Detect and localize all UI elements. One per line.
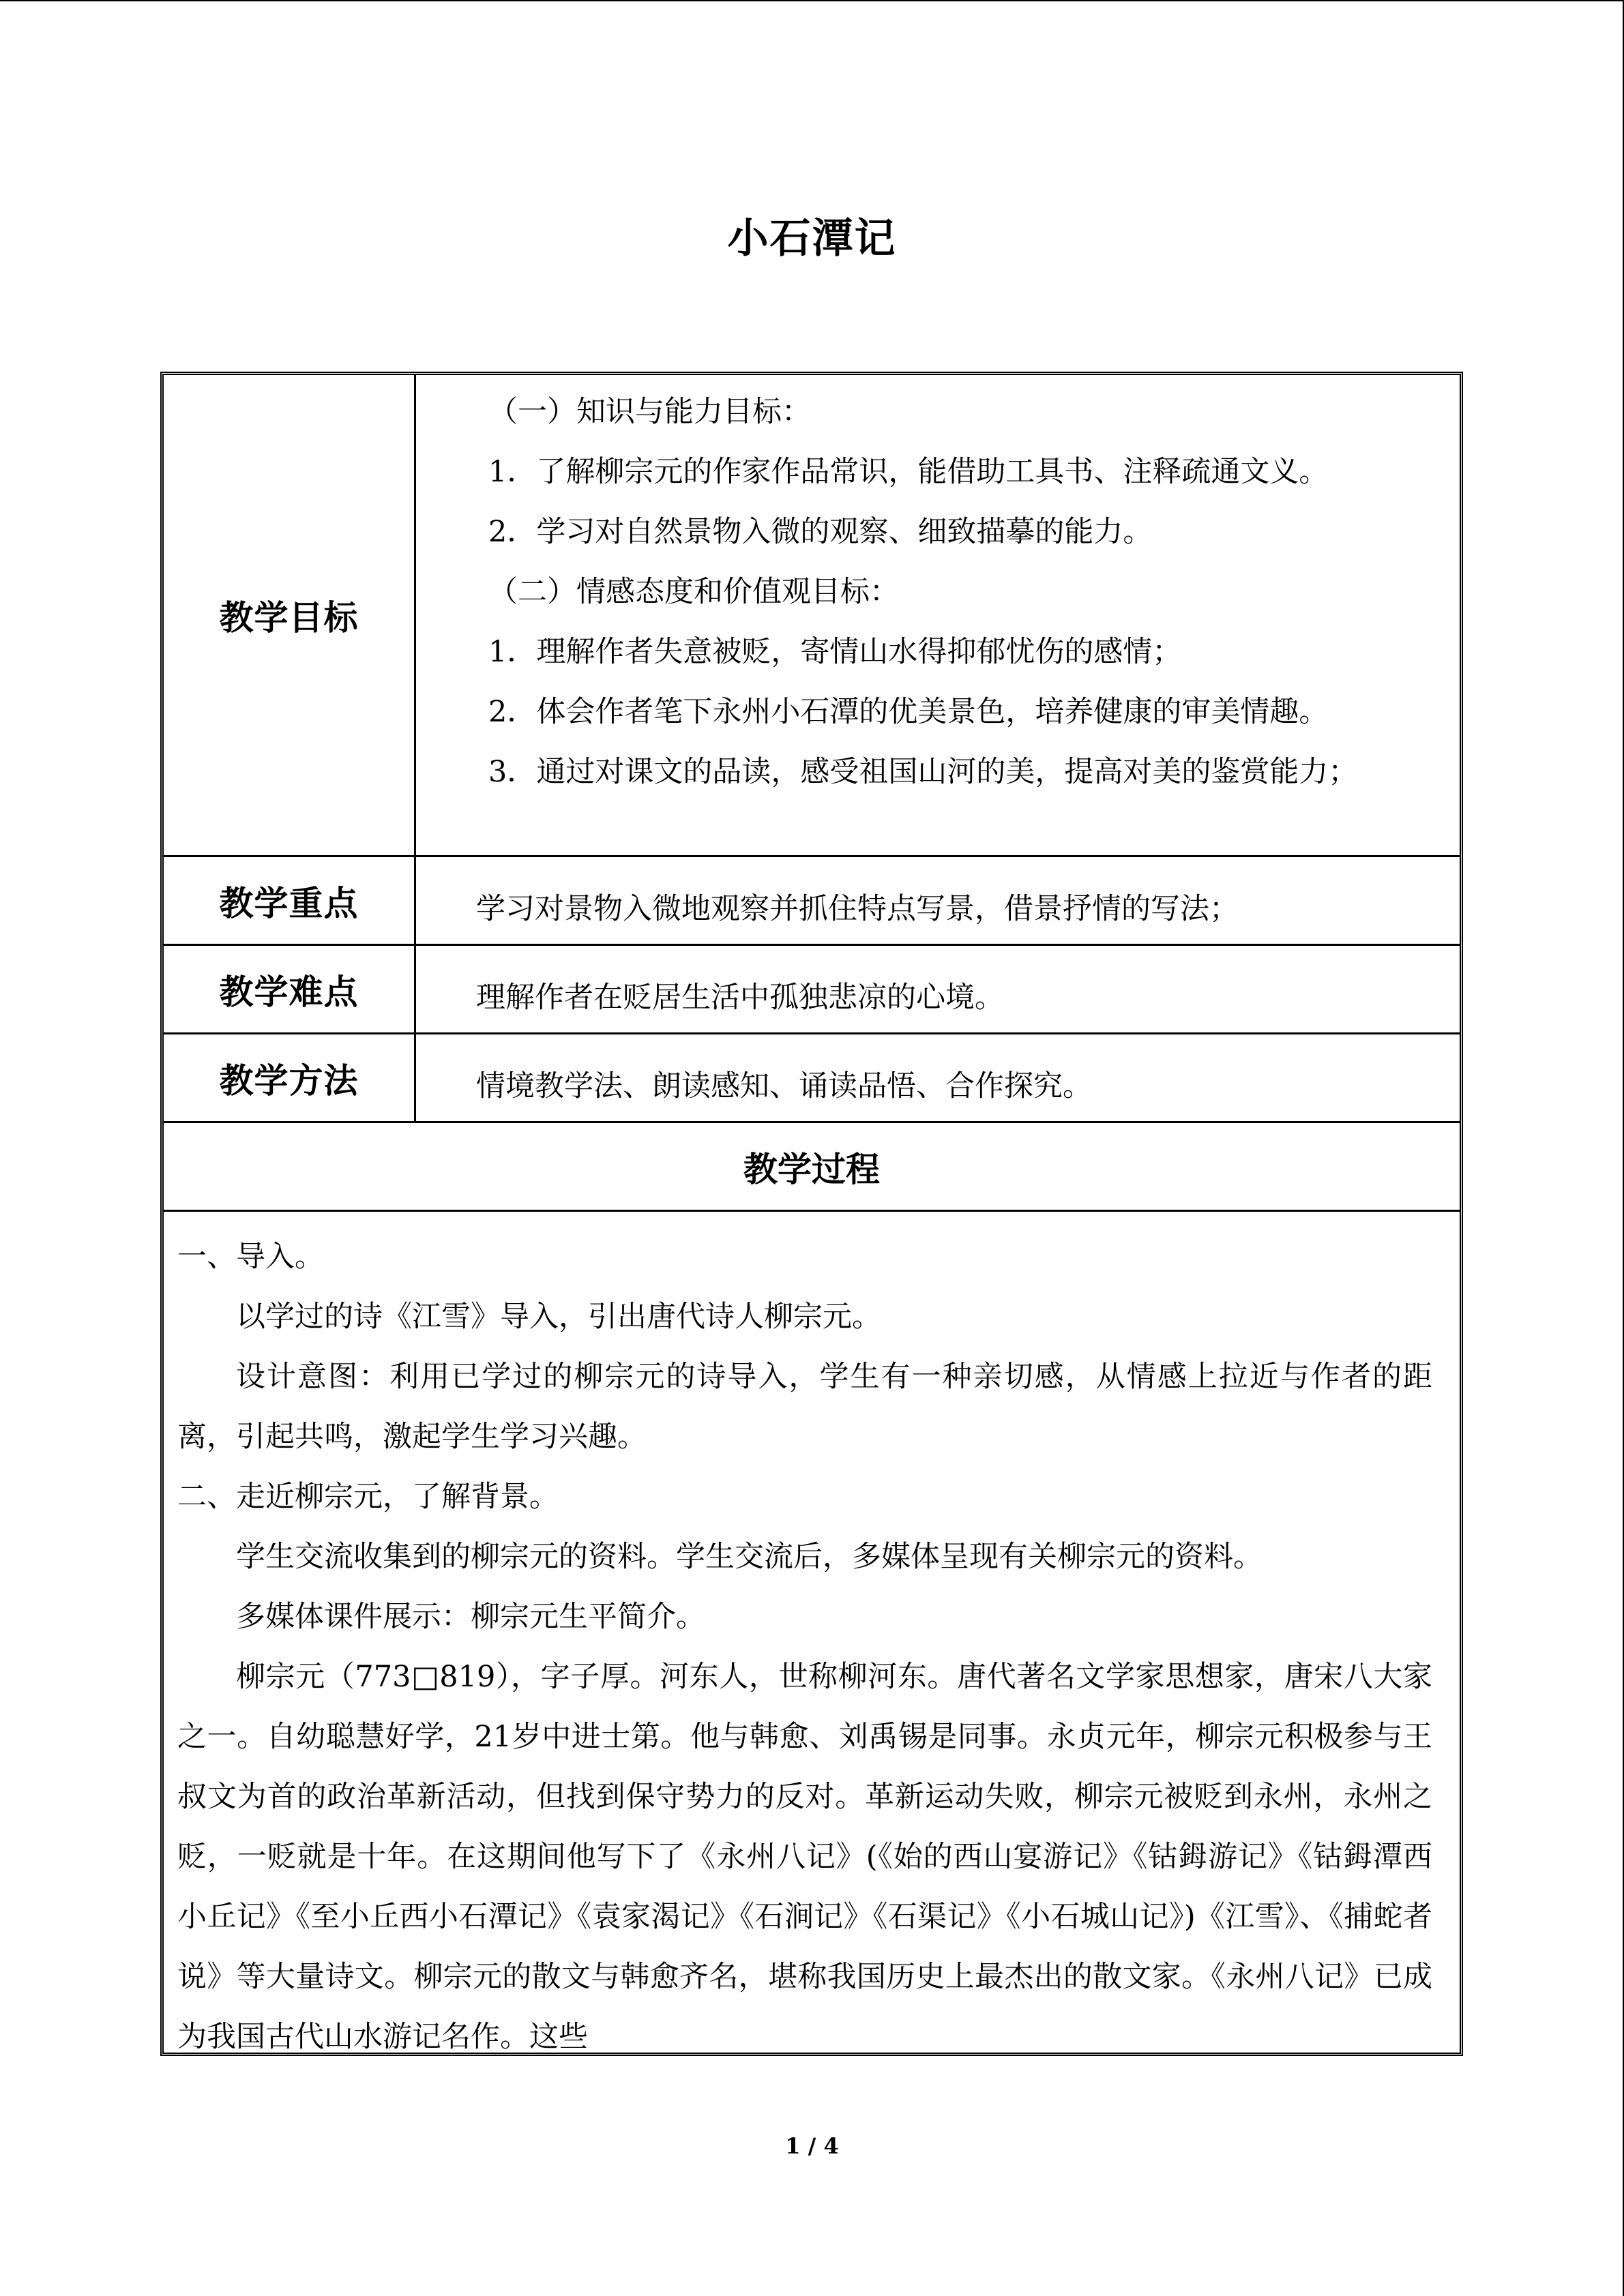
table-row-key-points xyxy=(164,857,1460,946)
page-top-edge xyxy=(0,0,1624,1)
methods-text: 情境教学法、朗读感知、诵读品悟、合作探究。 xyxy=(476,1069,1092,1103)
table-row-process-body xyxy=(164,1212,1460,2053)
key-points-label: 教学重点 xyxy=(164,857,416,944)
difficulties-content xyxy=(416,946,1460,1032)
methods-content xyxy=(416,1034,1460,1121)
process-header: 教学过程 xyxy=(743,1149,880,1189)
difficulties-text: 理解作者在贬居生活中孤独悲凉的心境。 xyxy=(476,980,1004,1015)
table-row-goals xyxy=(164,375,1460,857)
paragraph: 设计意图：利用已学过的柳宗元的诗导入，学生有一种亲切感，从情感上拉近与作者的距离，引起共鸣，激起学生学习兴趣。 xyxy=(177,1360,1432,1454)
paragraph: 多媒体课件展示：柳宗元生平简介。 xyxy=(236,1600,705,1634)
goals-line: （二）情感态度和价值观目标： xyxy=(488,575,899,609)
goals-line: 3．通过对课文的品读，感受祖国山河的美，提高对美的鉴赏能力； xyxy=(488,755,1358,789)
methods-label: 教学方法 xyxy=(164,1034,416,1121)
goals-line: 2．体会作者笔下永州小石潭的优美景色，培养健康的审美情趣。 xyxy=(488,695,1329,729)
section-heading: 一、导入。 xyxy=(177,1240,324,1274)
paragraph: 以学过的诗《江雪》导入，引出唐代诗人柳宗元。 xyxy=(236,1300,881,1334)
table-row-methods xyxy=(164,1034,1460,1123)
page-title: 小石潭记 xyxy=(727,215,897,263)
goals-line: 1．理解作者失意被贬，寄情山水得抑郁忧伤的感情； xyxy=(488,635,1182,669)
table-row-process-header xyxy=(164,1123,1460,1212)
goals-line: （一）知识与能力目标： xyxy=(488,395,811,429)
process-body xyxy=(177,1227,1432,2053)
paragraph: 学生交流收集到的柳宗元的资料。学生交流后，多媒体呈现有关柳宗元的资料。 xyxy=(236,1540,1263,1574)
key-points-text: 学习对景物入微地观察并抓住特点写景，借景抒情的写法； xyxy=(476,891,1239,926)
lesson-plan-table xyxy=(160,372,1463,2056)
goals-line: 2．学习对自然景物入微的观察、细致描摹的能力。 xyxy=(488,515,1153,549)
goals-content xyxy=(416,375,1460,855)
paragraph: 柳宗元（773□819），字子厚。河东人，世称柳河东。唐代著名文学家思想家，唐宋八大家之一。自幼聪慧好学，21岁中进士第。他与韩愈、刘禹锡是同事。永贞元年，柳宗元积极参与王叔文为首的政治革新活动，但找到保守势力的反对。革新运动失败，柳宗元被贬到永州，永州之贬，一贬就是十年。在这期间他写下了《永州八记》(《始的西山宴游记》《钴鉧游记》《钴鉧潭西小丘记》《至小丘西小石潭记》《袁家渴记》《石涧记》《石渠记》《小石城山记》)《江雪》、《捕蛇者说》等大量诗文。柳宗元的散文与韩愈齐名，堪称我国历史上最杰出的散文家。《永州八记》已成为我国古代山水游记名作。这些 xyxy=(177,1660,1432,2053)
section-heading: 二、走近柳宗元，了解背景。 xyxy=(177,1480,559,1514)
table-row-difficulties xyxy=(164,946,1460,1034)
goals-line: 1．了解柳宗元的作家作品常识，能借助工具书、注释疏通文义。 xyxy=(488,455,1329,489)
page-number: 1 / 4 xyxy=(785,2133,839,2159)
difficulties-label: 教学难点 xyxy=(164,946,416,1032)
key-points-content xyxy=(416,857,1460,944)
goals-label: 教学目标 xyxy=(164,375,416,855)
